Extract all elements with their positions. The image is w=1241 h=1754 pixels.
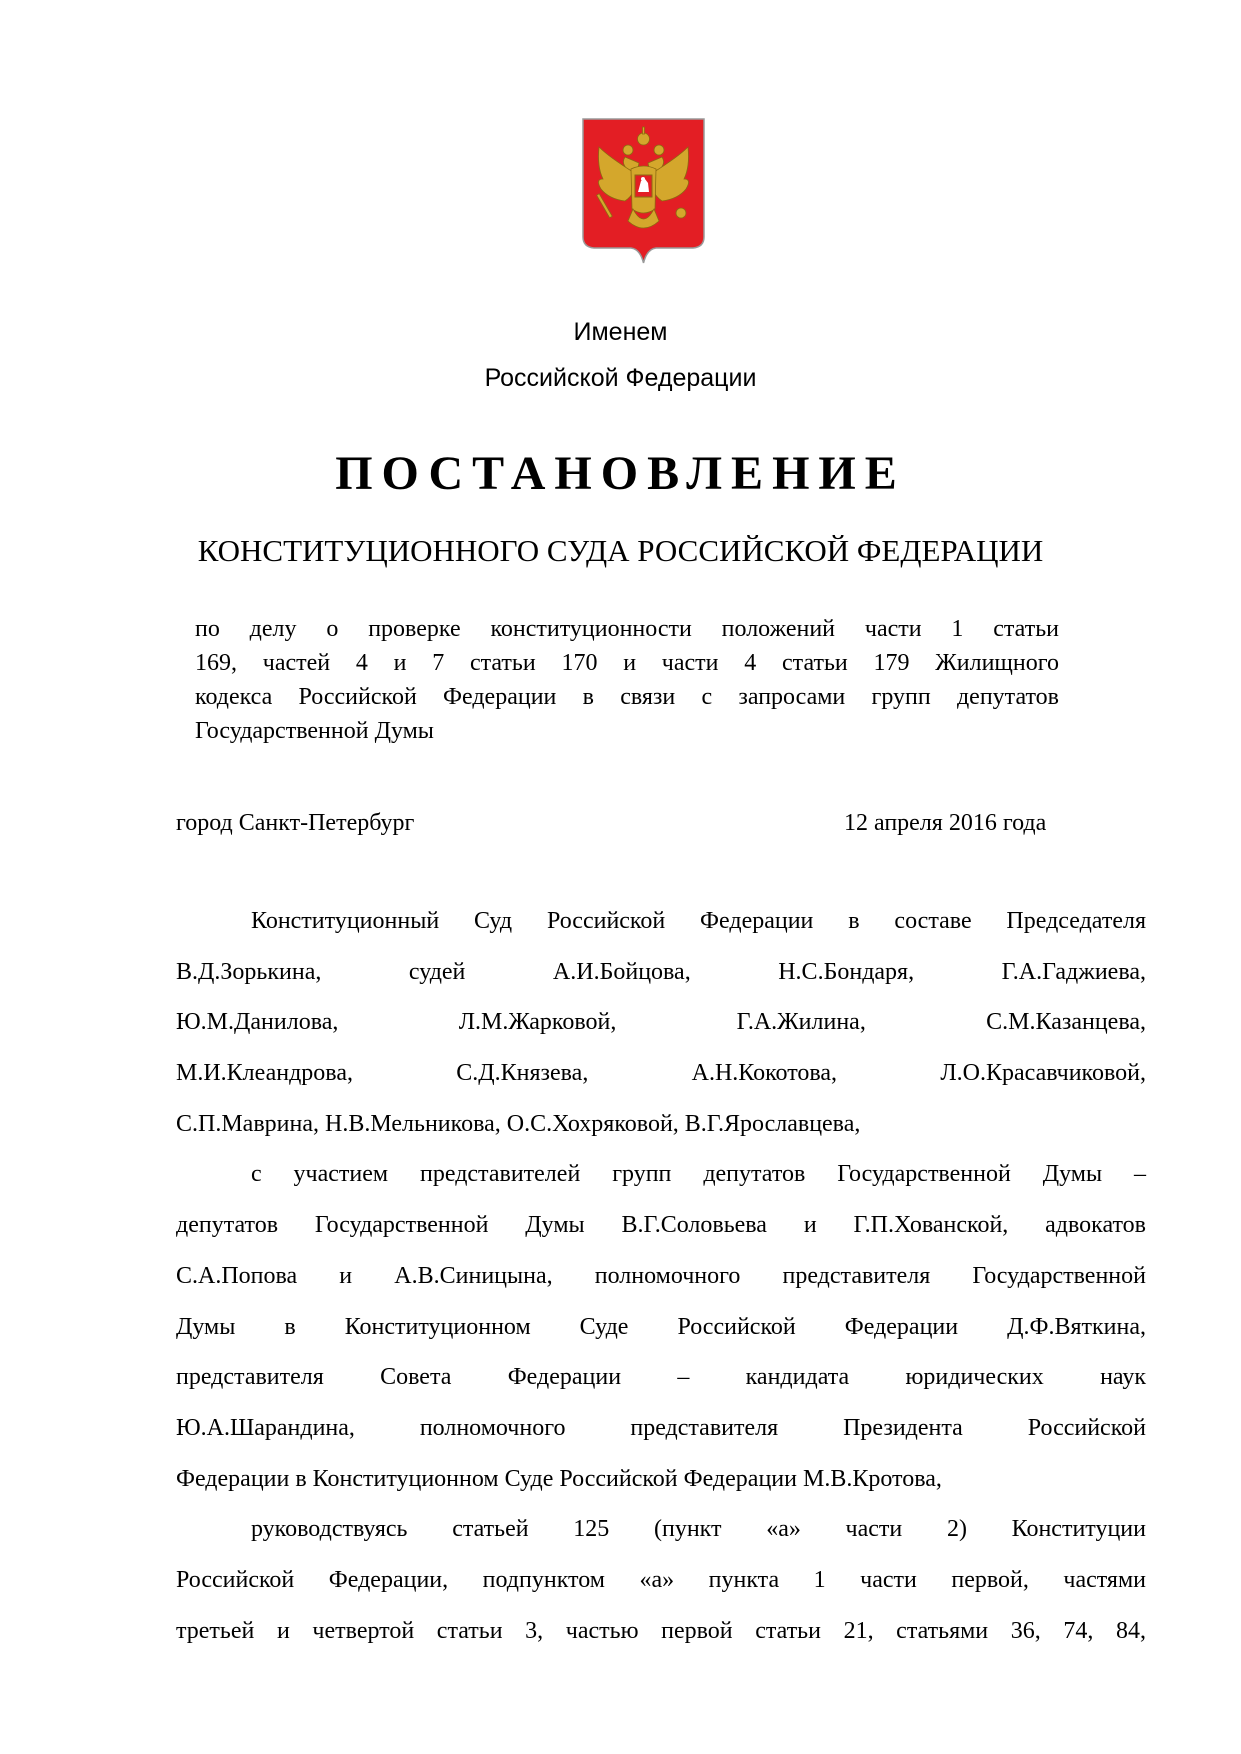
body-line: С.П.Маврина, Н.В.Мельникова, О.С.Хохряковой, В.Г.Ярославцева,: [176, 1110, 861, 1137]
body-line: с участием представителей групп депутатов Государственной Думы –: [251, 1161, 1146, 1188]
place-and-date: [176, 810, 1086, 842]
body-line: представителя Совета Федерации – кандидата юридических наук: [176, 1364, 1146, 1391]
case-subject-line: Государственной Думы: [195, 718, 434, 744]
header-russian-federation: Российской Федерации: [484, 364, 757, 392]
body-line: М.И.Клеандрова, С.Д.Князева, А.Н.Кокотова, Л.О.Красавчиковой,: [176, 1060, 1146, 1087]
body-line: Конституционный Суд Российской Федерации в составе Председателя: [251, 908, 1146, 934]
body-line: депутатов Государственной Думы В.Г.Соловьева и Г.П.Хованской, адвокатов: [176, 1212, 1146, 1239]
place: город Санкт-Петербург: [176, 810, 415, 836]
body-line: Российской Федерации, подпунктом «а» пункта 1 части первой, частями: [176, 1566, 1146, 1593]
case-subject-line: 169, частей 4 и 7 статьи 170 и части 4 статьи 179 Жилищного: [195, 650, 1059, 676]
body-line: третьей и четвертой статьи 3, частью первой статьи 21, статьями 36, 74, 84,: [176, 1617, 1146, 1644]
body-line: руководствуясь статьей 125 (пункт «а» части 2) Конституции: [251, 1516, 1146, 1543]
body-line: Ю.М.Данилова, Л.М.Жарковой, Г.А.Жилина, С.М.Казанцева,: [176, 1009, 1146, 1036]
body-line: Думы в Конституционном Суде Российской Федерации Д.Ф.Вяткина,: [176, 1313, 1146, 1340]
body-line: В.Д.Зорькина, судей А.И.Бойцова, Н.С.Бондаря, Г.А.Гаджиева,: [176, 958, 1146, 985]
body-line: Ю.А.Шарандина, полномочного представителя Президента Российской: [176, 1414, 1146, 1441]
body-line: Федерации в Конституционном Суде Российской Федерации М.В.Кротова,: [176, 1465, 942, 1492]
header-in-the-name-of: Именем: [573, 318, 668, 346]
body-line: С.А.Попова и А.В.Синицына, полномочного представителя Государственной: [176, 1262, 1146, 1289]
document-body: [176, 905, 1146, 1665]
court-name: КОНСТИТУЦИОННОГО СУДА РОССИЙСКОЙ ФЕДЕРАЦИИ: [197, 533, 1044, 568]
document-title: ПОСТАНОВЛЕНИЕ: [335, 447, 906, 500]
case-subject-line: кодекса Российской Федерации в связи с запросами групп депутатов: [195, 684, 1059, 710]
russian-coat-of-arms-icon: [581, 117, 706, 267]
case-subject: [195, 612, 1059, 748]
case-subject-line: по делу о проверке конституционности положений части 1 статьи: [195, 616, 1059, 642]
date: 12 апреля 2016 года: [844, 810, 1047, 836]
